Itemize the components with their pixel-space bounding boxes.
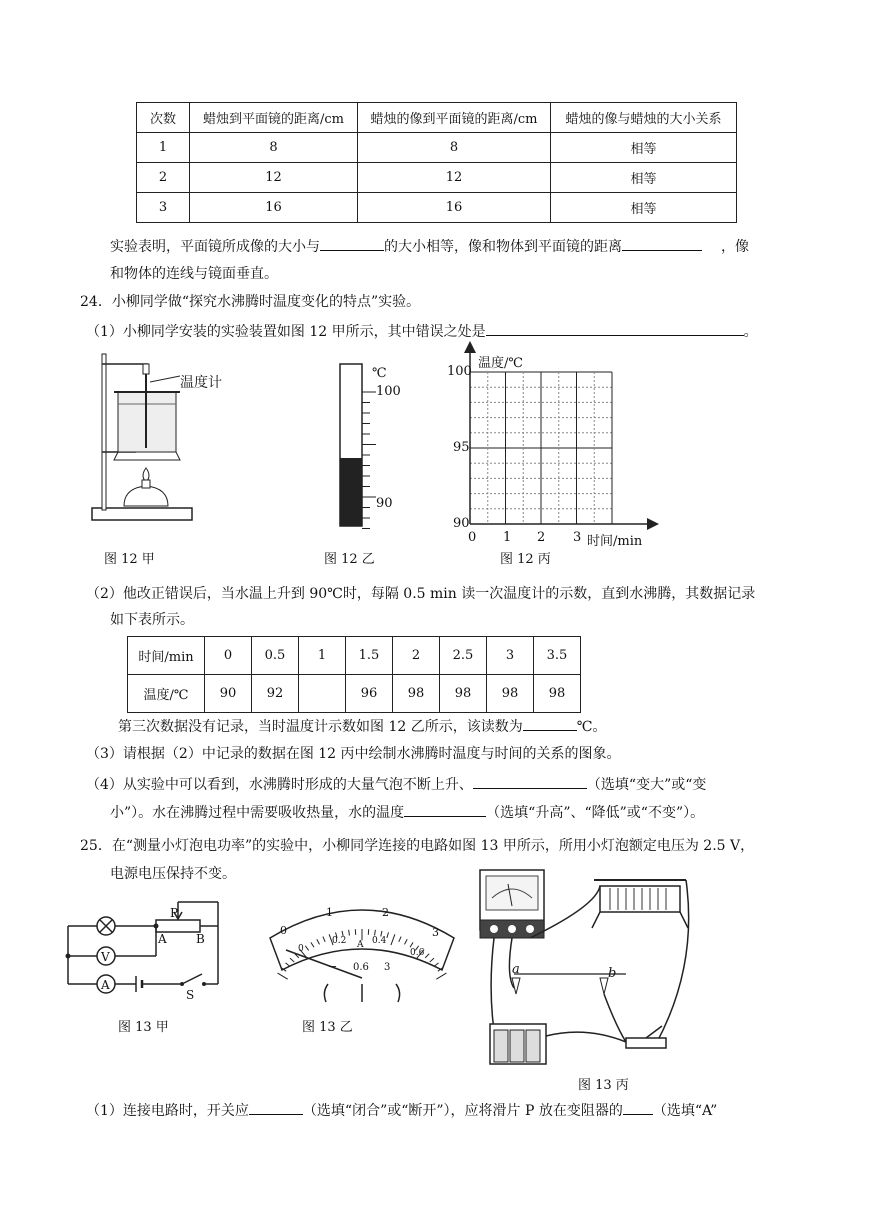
text: （选填“A” <box>652 1103 718 1119</box>
dial-top-tick: 3 <box>432 926 439 939</box>
dial-tick <box>436 973 446 979</box>
table-cell: 2.5 <box>440 637 487 675</box>
table-cell: 2 <box>137 163 190 193</box>
text: （4）从实验中可以看到，水沸腾时形成的大量气泡不断上升、 <box>86 777 473 793</box>
physical-circuit-figure <box>476 866 706 1072</box>
answer-blank[interactable] <box>320 236 384 251</box>
table-row <box>128 675 581 713</box>
table-cell: 8 <box>190 133 358 163</box>
terminal-label: − <box>328 960 338 973</box>
terminal-label: 0.6 <box>353 962 369 973</box>
fig12c-caption: 图 12 丙 <box>500 552 551 567</box>
table-row <box>137 103 737 133</box>
answer-blank[interactable] <box>622 236 702 251</box>
dial-top-tick: 0 <box>280 924 287 937</box>
graph-ytick: 95 <box>453 440 470 455</box>
text: （1）连接电路时，开关应 <box>86 1103 249 1119</box>
graph-xtick: 3 <box>573 530 582 545</box>
table-cell: 12 <box>190 163 358 193</box>
terminal-label: 3 <box>384 962 391 973</box>
dial-bottom-tick: 0.4 <box>372 936 387 946</box>
boiling-data-table <box>127 636 581 713</box>
table-cell: 0.5 <box>252 637 299 675</box>
q24-part4-line2 <box>110 802 704 823</box>
text: （选填“闭合”或“断开”），应将滑片 P 放在变阻器的 <box>302 1103 623 1119</box>
fig12b-caption: 图 12 乙 <box>324 552 375 567</box>
graph-xtick: 1 <box>503 530 512 545</box>
dial-bottom-tick: 0.6 <box>410 948 425 958</box>
table-cell: 92 <box>252 675 299 713</box>
answer-blank[interactable] <box>623 1100 653 1115</box>
circuit-diagram <box>62 898 232 998</box>
table-cell: 1.5 <box>346 637 393 675</box>
q25-part1 <box>86 1100 717 1121</box>
answer-blank[interactable] <box>473 774 587 789</box>
table-cell: 1 <box>299 637 346 675</box>
table-cell: 3.5 <box>534 637 581 675</box>
answer-blank[interactable] <box>523 716 577 731</box>
q24-part4-line1 <box>86 774 706 795</box>
text: 小”）。水在沸腾过程中需要吸收热量，水的温度 <box>110 805 405 821</box>
dial-tick <box>278 973 288 979</box>
table-header-cell: 温度/℃ <box>128 675 205 713</box>
table-cell: 1 <box>137 133 190 163</box>
graph-ylabel: 温度/℃ <box>478 356 523 371</box>
graph-xtick: 2 <box>537 530 546 545</box>
table-cell: 90 <box>205 675 252 713</box>
wire-label-a: a <box>512 962 520 977</box>
ammeter-symbol: A <box>101 978 110 992</box>
mirror-data-table <box>136 102 737 223</box>
text: 的大小相等，像和物体到平面镜的距离 <box>384 239 622 255</box>
table-cell: 16 <box>358 193 551 223</box>
table-cell: 16 <box>190 193 358 223</box>
table-cell: 2 <box>393 637 440 675</box>
table-cell: 12 <box>358 163 551 193</box>
table-row <box>128 637 581 675</box>
table-cell: 3 <box>137 193 190 223</box>
q25-title-line2: 电源电压保持不变。 <box>110 866 236 882</box>
fig13b-caption: 图 13 乙 <box>302 1020 353 1035</box>
pointer-line <box>150 372 182 384</box>
table-cell: 相等 <box>551 163 737 193</box>
q24-part2-line1: （2）他改正错误后，当水温上升到 90℃时，每隔 0.5 min 读一次温度计的示数，直到水沸腾，其数据记录 <box>86 586 756 602</box>
table-cell: 96 <box>346 675 393 713</box>
text: 实验表明，平面镜所成像的大小与 <box>110 239 320 255</box>
q23-conclusion-line1 <box>110 236 749 257</box>
text: （1）小柳同学安装的实验装置如图 12 甲所示，其中错误之处是 <box>86 324 486 340</box>
rheostat-label-a: A <box>158 932 167 946</box>
thermometer-unit: ℃ <box>372 366 387 381</box>
table-header-cell: 蜡烛的像到平面镜的距离/cm <box>358 103 551 133</box>
slider-label-p: P <box>170 906 179 920</box>
table-cell: 0 <box>205 637 252 675</box>
text: ℃。 <box>576 719 607 735</box>
table-cell: 8 <box>358 133 551 163</box>
q24-part2-reading <box>118 716 606 737</box>
dial-bottom-tick: 0.2 <box>332 936 347 946</box>
graph-ytick: 100 <box>447 364 472 379</box>
table-cell: 98 <box>440 675 487 713</box>
table-cell: 98 <box>487 675 534 713</box>
thermometer-tick-label: 90 <box>376 496 393 511</box>
q24-part2-line2: 如下表所示。 <box>110 612 194 628</box>
fig13c-caption: 图 13 丙 <box>578 1078 629 1093</box>
graph-ytick: 90 <box>453 516 470 531</box>
temperature-time-graph <box>440 338 670 548</box>
q24-title: 24．小柳同学做“探究水沸腾时温度变化的特点”实验。 <box>80 294 421 310</box>
table-row <box>137 193 737 223</box>
answer-blank[interactable] <box>404 802 486 817</box>
dial-unit: A <box>357 940 364 950</box>
table-cell[interactable] <box>299 675 346 713</box>
fig12a-caption: 图 12 甲 <box>104 552 155 567</box>
graph-xtick: 0 <box>468 530 477 545</box>
voltmeter-symbol: V <box>101 950 110 964</box>
table-header-cell: 蜡烛的像与蜡烛的大小关系 <box>551 103 737 133</box>
graph-xlabel: 时间/min <box>587 534 643 549</box>
table-cell: 相等 <box>551 133 737 163</box>
text: （选填“升高”、“降低”或“不变”）。 <box>486 805 705 821</box>
answer-blank[interactable] <box>249 1100 303 1115</box>
table-header-cell: 蜡烛到平面镜的距离/cm <box>190 103 358 133</box>
text: 。 <box>743 324 758 340</box>
thermometer-label: 温度计 <box>180 375 222 391</box>
table-cell: 98 <box>393 675 440 713</box>
fig13a-caption: 图 13 甲 <box>118 1020 169 1035</box>
q25-title-line1: 25．在“测量小灯泡电功率”的实验中，小柳同学连接的电路如图 13 甲所示，所用小灯泡额定电压为 2.5 V， <box>80 838 755 854</box>
dial-top-tick: 2 <box>382 906 389 919</box>
table-row <box>137 163 737 193</box>
text: ，像 <box>721 239 749 255</box>
table-cell: 相等 <box>551 193 737 223</box>
dial-top-tick: 1 <box>326 906 333 919</box>
table-cell: 3 <box>487 637 534 675</box>
answer-blank[interactable] <box>486 321 744 336</box>
rheostat-label-b: B <box>196 932 205 946</box>
text: （选填“变大”或“变 <box>586 777 707 793</box>
table-header-cell: 时间/min <box>128 637 205 675</box>
table-cell: 98 <box>534 675 581 713</box>
wire-label-b: b <box>608 966 617 981</box>
switch-label-s: S <box>186 988 195 1002</box>
table-header-cell: 次数 <box>137 103 190 133</box>
thermometer-tick-label: 100 <box>376 384 401 399</box>
q24-part3: （3）请根据（2）中记录的数据在图 12 丙中绘制水沸腾时温度与时间的关系的图象。 <box>86 746 621 762</box>
dial-bottom-tick: 0 <box>298 944 304 954</box>
q23-conclusion-line2: 和物体的连线与镜面垂直。 <box>110 266 278 282</box>
text: 第三次数据没有记录，当时温度计示数如图 12 乙所示，该读数为 <box>118 719 523 735</box>
table-row <box>137 133 737 163</box>
